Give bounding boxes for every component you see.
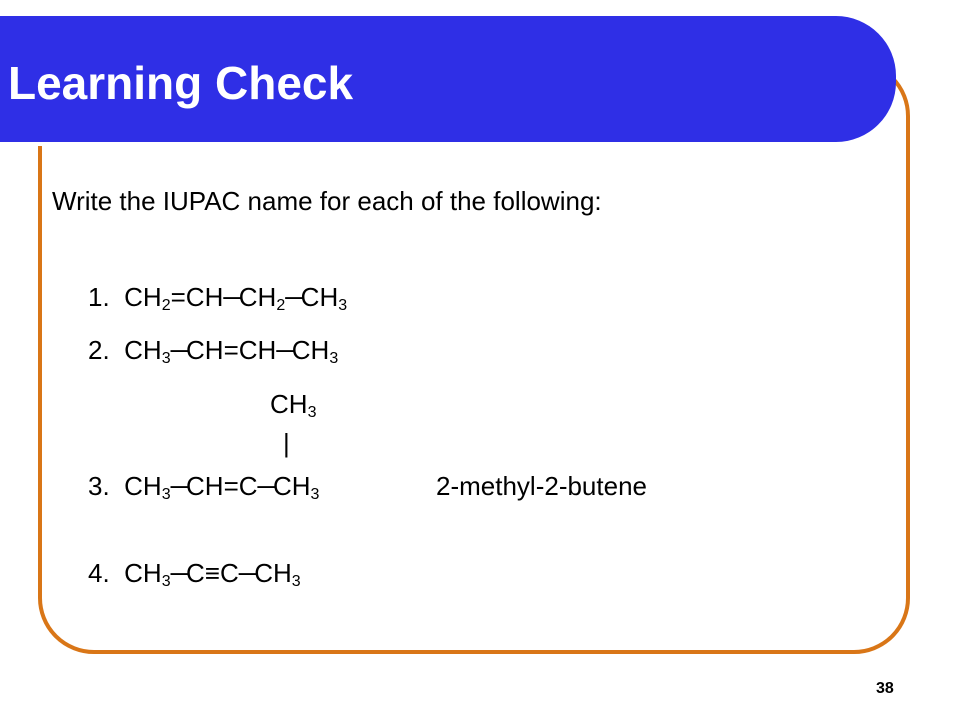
title-underline (0, 142, 848, 146)
formula-display: $CH_3─C\equiv C─CH_3$ (124, 558, 301, 590)
instruction-text: Write the IUPAC name for each of the following: (52, 186, 602, 216)
formula-display: $CH_3─CH=CH─CH_3$ (124, 335, 339, 367)
slide-title: Learning Check (8, 57, 354, 109)
branch-group: $CH_3$ (270, 389, 317, 421)
formula-item-2 (88, 335, 338, 365)
item-number: 3. (88, 471, 110, 501)
item-number: 4. (88, 558, 110, 588)
answer-text: 2-methyl-2-butene (436, 471, 647, 501)
title-bar (0, 16, 896, 142)
slide-number: 38 (876, 680, 894, 697)
formula-item-4 (88, 558, 301, 588)
item-number: 2. (88, 335, 110, 365)
formula-display: $CH_3─CH=C─CH_3$ (124, 471, 320, 503)
item-number: 1. (88, 282, 110, 312)
formula-item-1 (88, 282, 347, 312)
formula-display: $CH_2=CH─CH_2─CH_3$ (124, 282, 348, 314)
formula-item-3 (88, 471, 319, 501)
branch-bond: | (283, 428, 290, 458)
